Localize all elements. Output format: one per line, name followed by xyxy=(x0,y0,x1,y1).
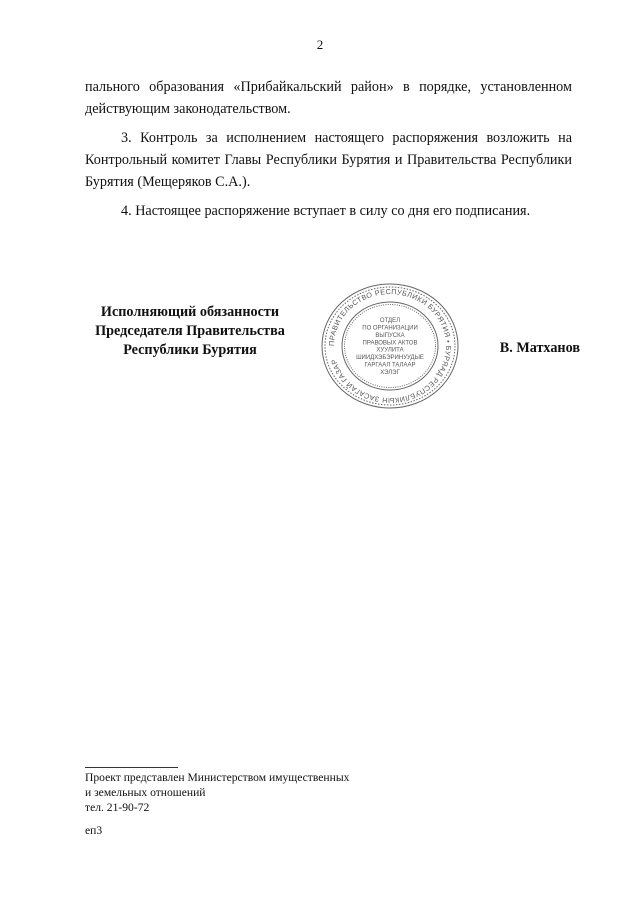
seal-center-line: ХУУЛИТА xyxy=(376,347,404,354)
footnote-phone: тел. 21-90-72 xyxy=(85,801,150,814)
footnote xyxy=(85,770,485,815)
signatory-name: В. Матханов xyxy=(499,340,580,356)
paragraph-item-4 xyxy=(85,200,572,222)
official-seal xyxy=(318,280,462,412)
seal-center-line: ПРАВОВЫХ АКТОВ xyxy=(362,340,418,347)
paragraph-item-3-text: 3. Контроль за исполнением настоящего распоряжения возложить на Контрольный комитет Главы Республики Бурятия и Правительства Республики Бурятия (Мещеряков С.А.). xyxy=(85,130,572,190)
seal-center-line: ХЭЛЭГ xyxy=(380,369,400,376)
signatory-position xyxy=(80,303,300,360)
seal-center-line: ГАРГААЛ ТАЛААР xyxy=(364,362,416,369)
seal-stamp-graphic xyxy=(318,280,462,412)
svg-text:ПРАВИТЕЛЬСТВО РЕСПУБЛИКИ БУРЯТ: ПРАВИТЕЛЬСТВО РЕСПУБЛИКИ БУРЯТИЯ • БУРЯАД РЕСПУБЛИКЫН ЗАСАГАЙ ГАЗАР xyxy=(326,286,454,406)
seal-center-line: ПО ОРГАНИЗАЦИИ xyxy=(362,325,418,332)
seal-center-line: ВЫПУСКА xyxy=(375,332,405,339)
footnote-line-1: Проект представлен Министерством имущественных xyxy=(85,771,350,784)
paragraph-item-3 xyxy=(85,127,572,193)
document-code: еп3 xyxy=(85,824,103,837)
paragraph-item-4-text: 4. Настоящее распоряжение вступает в силу со дня его подписания. xyxy=(121,203,531,219)
seal-center-line: ШИИДХЭБЭРИНУУДЫЕ xyxy=(356,355,424,362)
footnote-divider xyxy=(85,767,178,768)
seal-center-line: ОТДЕЛ xyxy=(379,318,401,325)
footnote-line-2: и земельных отношений xyxy=(85,786,206,799)
signatory-position-line-2: Председателя Правительства xyxy=(95,323,285,339)
signatory-position-line-1: Исполняющий обязанности xyxy=(100,304,280,320)
signatory-position-line-3: Республики Бурятия xyxy=(123,342,257,358)
paragraph-continuation: пального образования «Прибайкальский район» в порядке, установленном действующим законодательством. xyxy=(85,79,572,117)
page-number: 2 xyxy=(316,37,324,52)
